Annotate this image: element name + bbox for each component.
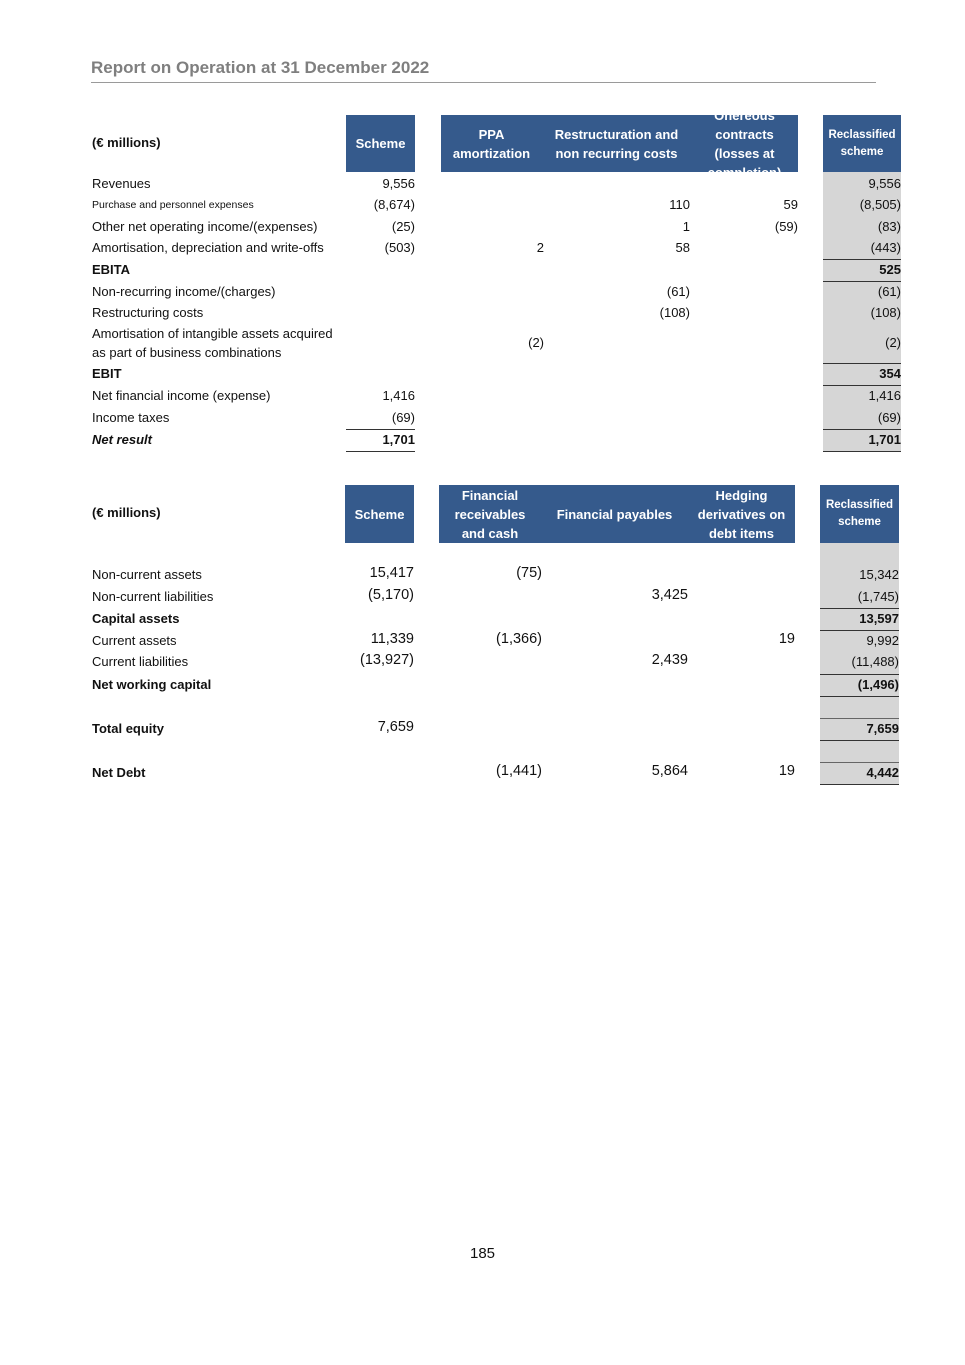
reclassified-value: 354	[879, 366, 901, 381]
table2-header-hedging: Hedging derivatives on debt items	[688, 485, 795, 543]
hedging-value: 19	[778, 631, 795, 647]
scheme-value: 1,701	[382, 432, 415, 447]
restructuration-value: (61)	[666, 284, 690, 299]
scheme-value: (503)	[384, 240, 415, 255]
table2-header-reclassified: Reclassified scheme	[820, 485, 899, 543]
restructuration-value: 1	[682, 219, 690, 234]
table1-header-restructuration: Restructuration and non recurring costs	[542, 115, 691, 172]
reclassified-value: (69)	[877, 410, 901, 425]
row-label: EBITA	[92, 262, 131, 277]
table1-header-onereous: Onereous contracts (losses at completion)	[691, 115, 798, 172]
row-label: Net result	[92, 432, 152, 447]
reclassified-value: (2)	[885, 335, 901, 350]
divider	[820, 718, 899, 719]
reclassified-value: (108)	[870, 305, 901, 320]
page-number: 185	[469, 1245, 496, 1262]
divider	[820, 696, 899, 697]
table2-unit-label: (€ millions)	[92, 505, 161, 520]
scheme-value: (69)	[391, 410, 415, 425]
restructuration-value: 110	[669, 197, 690, 212]
row-label: Other net operating income/(expenses)	[92, 219, 318, 234]
row-label: Net Debt	[92, 765, 146, 780]
reclassified-value: 1,701	[868, 432, 901, 447]
divider	[823, 281, 901, 282]
table1-header-reclassified: Reclassified scheme	[823, 115, 901, 172]
divider	[823, 429, 901, 430]
scheme-value: 1,416	[382, 388, 415, 403]
divider	[346, 451, 415, 452]
scheme-value: 11,339	[370, 631, 414, 647]
reclassified-value: 525	[879, 262, 901, 277]
hedging-value: 19	[778, 763, 795, 779]
scheme-value: 15,417	[369, 565, 414, 581]
divider	[820, 784, 899, 785]
onereous-value: (59)	[774, 219, 798, 234]
reclassified-value: 15,342	[859, 567, 899, 582]
row-label: EBIT	[92, 366, 122, 381]
reclassified-value: (61)	[877, 284, 901, 299]
row-label: Total equity	[92, 721, 164, 736]
divider	[820, 762, 899, 763]
scheme-value: 7,659	[377, 719, 414, 735]
row-label: Amortisation, depreciation and write-offs	[92, 240, 324, 255]
scheme-value: 9,556	[382, 176, 415, 191]
financial-payables-value: 2,439	[651, 652, 688, 668]
row-label: Income taxes	[92, 410, 170, 425]
divider	[820, 674, 899, 675]
divider	[820, 740, 899, 741]
row-label: Revenues	[92, 176, 151, 191]
page-header-title: Report on Operation at 31 December 2022	[91, 58, 876, 83]
reclassified-value: 9,556	[868, 176, 901, 191]
onereous-value: 59	[783, 197, 798, 212]
divider	[820, 608, 899, 609]
reclassified-value: (1,745)	[857, 589, 899, 604]
divider	[823, 363, 901, 364]
table1-header-scheme: Scheme	[346, 115, 415, 172]
divider	[823, 451, 901, 452]
table2-header-financial-receivables: Financial receivables and cash	[439, 485, 541, 543]
divider	[820, 630, 899, 631]
reclassified-value: (443)	[870, 240, 901, 255]
restructuration-value: (108)	[659, 305, 690, 320]
reclassified-value: 1,416	[868, 388, 901, 403]
table2-header-financial-payables: Financial payables	[541, 485, 688, 543]
row-label: Non-current assets	[92, 567, 202, 582]
reclassified-value: 4,442	[866, 765, 899, 780]
reclassified-value: (1,496)	[857, 677, 899, 692]
financial-receivables-value: (1,441)	[496, 763, 542, 779]
ppa-value: 2	[536, 240, 544, 255]
row-label: Non-current liabilities	[92, 589, 214, 604]
row-label: Net working capital	[92, 677, 212, 692]
reclassified-value: 13,597	[859, 611, 899, 626]
reclassified-value: 9,992	[866, 633, 899, 648]
reclassified-value: (11,488)	[851, 654, 899, 669]
divider	[823, 385, 901, 386]
row-label: Restructuring costs	[92, 305, 204, 320]
reclassified-value: (8,505)	[859, 197, 901, 212]
table2-header-scheme: Scheme	[345, 485, 414, 543]
row-label: Non-recurring income/(charges)	[92, 284, 276, 299]
financial-payables-value: 5,864	[651, 763, 688, 779]
divider	[823, 259, 901, 260]
scheme-value: (25)	[391, 219, 415, 234]
table1-unit-label: (€ millions)	[92, 135, 161, 150]
row-label: Net financial income (expense)	[92, 388, 271, 403]
financial-payables-value: 3,425	[651, 587, 688, 603]
reclassified-value: (83)	[877, 219, 901, 234]
restructuration-value: 58	[675, 240, 690, 255]
row-label: Amortisation of intangible assets acquired	[92, 326, 333, 341]
row-label: Purchase and personnel expenses	[92, 199, 254, 211]
row-label: Current assets	[92, 633, 177, 648]
table1-header-ppa: PPA amortization	[441, 115, 542, 172]
scheme-value: (5,170)	[368, 587, 414, 603]
divider	[346, 429, 415, 430]
financial-receivables-value: (75)	[516, 565, 542, 581]
reclassified-value: 7,659	[866, 721, 899, 736]
row-label: Capital assets	[92, 611, 180, 626]
scheme-value: (13,927)	[359, 652, 414, 668]
financial-receivables-value: (1,366)	[496, 631, 542, 647]
scheme-value: (8,674)	[373, 197, 415, 212]
row-label: Current liabilities	[92, 654, 189, 669]
row-label-continued: as part of business combinations	[92, 345, 282, 360]
ppa-value: (2)	[528, 335, 544, 350]
